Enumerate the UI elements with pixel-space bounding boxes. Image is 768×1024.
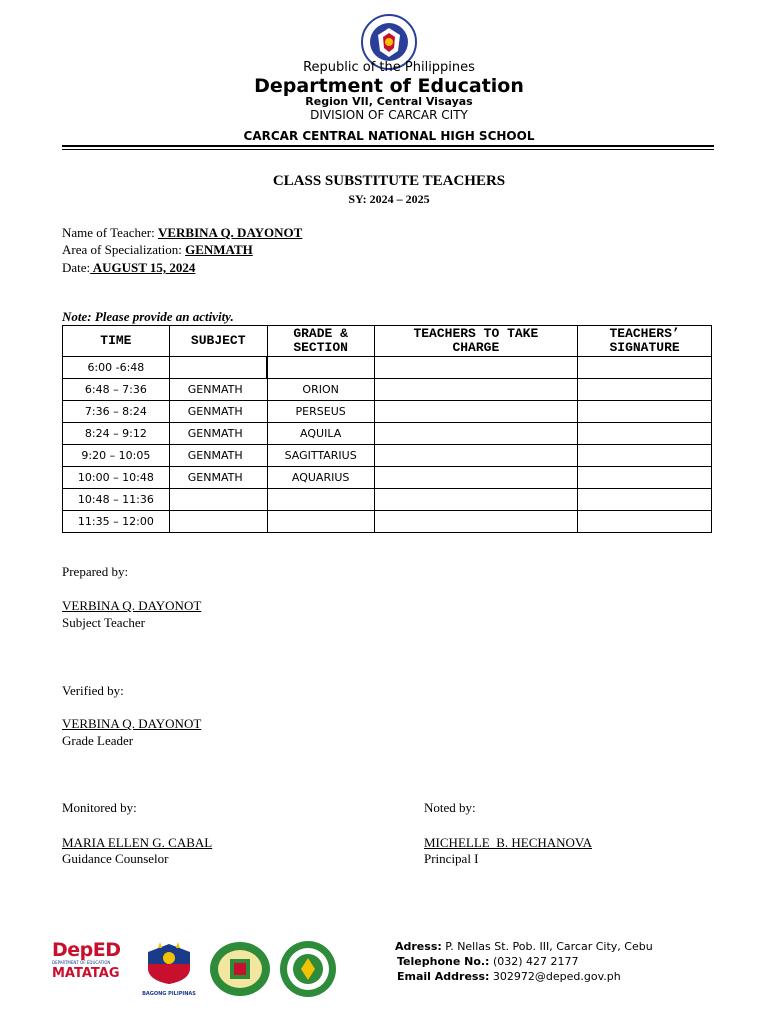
noted-label: Noted by: — [424, 800, 476, 815]
region-line: Region VII, Central Visayas — [305, 95, 473, 108]
deped-matatag-logo — [52, 940, 126, 996]
row-subject — [169, 511, 267, 533]
date-label: Date: — [62, 260, 91, 275]
table-row — [63, 445, 712, 467]
header-teachers — [374, 326, 578, 357]
email-label: Email Address: — [397, 970, 490, 983]
teacher-value: VERBINA Q. DAYONOT — [157, 225, 303, 240]
row-signature-cell[interactable] — [578, 467, 712, 489]
row-section: PERSEUS — [267, 401, 374, 423]
table-row — [63, 357, 712, 379]
date-info — [62, 260, 195, 276]
row-signature-cell[interactable] — [578, 423, 712, 445]
row-section: ORION — [267, 379, 374, 401]
address-label: Adress: — [395, 940, 442, 953]
row-teacher-cell[interactable] — [374, 445, 578, 467]
note-text: Note: Please provide an activity. — [62, 309, 234, 324]
bagong-pilipinas-emblem — [138, 940, 200, 986]
specialization-value: GENMATH — [185, 242, 253, 257]
deped-logo-text: DepED — [52, 939, 121, 961]
row-time: 9:20 – 10:05 — [63, 445, 170, 467]
header-signature-l2: SIGNATURE — [609, 340, 680, 355]
school-seal-1 — [209, 941, 271, 997]
row-section — [267, 357, 374, 379]
division-line: DIVISION OF CARCAR CITY — [310, 108, 468, 122]
monitored-name: MARIA ELLEN G. CABAL — [62, 835, 213, 850]
table-row — [63, 511, 712, 533]
prepared-role: Subject Teacher — [62, 615, 145, 630]
school-seal-2 — [277, 940, 339, 998]
footer-email — [397, 970, 621, 983]
verified-label: Verified by: — [62, 683, 124, 698]
school-name: CARCAR CENTRAL NATIONAL HIGH SCHOOL — [243, 129, 535, 143]
row-section: AQUILA — [267, 423, 374, 445]
specialization-info — [62, 242, 253, 258]
monitored-label: Monitored by: — [62, 800, 137, 815]
row-teacher-cell[interactable] — [374, 423, 578, 445]
row-teacher-cell[interactable] — [374, 467, 578, 489]
row-time: 7:36 – 8:24 — [63, 401, 170, 423]
row-time: 6:48 – 7:36 — [63, 379, 170, 401]
department-title: Department of Education — [254, 75, 524, 97]
header-teachers-l1: TEACHERS TO TAKE — [413, 326, 539, 341]
row-signature-cell[interactable] — [578, 511, 712, 533]
specialization-label: Area of Specialization: — [62, 242, 182, 257]
row-teacher-cell[interactable] — [374, 489, 578, 511]
page-title: CLASS SUBSTITUTE TEACHERS — [272, 173, 506, 189]
row-time: 6:00 -6:48 — [63, 357, 170, 379]
republic-line: Republic of the Philippines — [303, 60, 475, 75]
date-value: AUGUST 15, 2024 — [90, 260, 196, 275]
row-teacher-cell[interactable] — [374, 511, 578, 533]
noted-name: MICHELLE B. HECHANOVA — [424, 835, 593, 850]
header-signature-l1: TEACHERS’ — [609, 326, 680, 341]
teacher-label: Name of Teacher: — [62, 225, 155, 240]
header-subject: SUBJECT — [169, 326, 267, 357]
row-subject: GENMATH — [169, 379, 267, 401]
row-signature-cell[interactable] — [578, 357, 712, 379]
row-subject: GENMATH — [169, 401, 267, 423]
row-time: 8:24 – 9:12 — [63, 423, 170, 445]
row-signature-cell[interactable] — [578, 489, 712, 511]
phone-value: (032) 427 2177 — [489, 955, 579, 968]
phone-label: Telephone No.: — [397, 955, 490, 968]
matatag-text: MATATAG — [52, 966, 120, 981]
row-section: SAGITTARIUS — [267, 445, 374, 467]
row-subject: GENMATH — [169, 445, 267, 467]
row-subject — [169, 357, 267, 379]
row-teacher-cell[interactable] — [374, 379, 578, 401]
email-value: 302972@deped.gov.ph — [489, 970, 621, 983]
row-subject: GENMATH — [169, 467, 267, 489]
table-row — [63, 467, 712, 489]
footer-phone — [397, 955, 579, 968]
verified-role: Grade Leader — [62, 733, 134, 748]
header-grade-l1: GRADE & — [293, 326, 348, 341]
deped-sub-text: DEPARTMENT OF EDUCATION — [52, 960, 111, 965]
bagong-text: BAGONG PILIPINAS — [142, 991, 196, 997]
row-signature-cell[interactable] — [578, 379, 712, 401]
header-signature — [578, 326, 712, 357]
table-header-row — [63, 326, 712, 357]
row-section — [267, 511, 374, 533]
prepared-name: VERBINA Q. DAYONOT — [62, 598, 202, 613]
schedule-table — [62, 325, 712, 533]
header-grade-l2: SECTION — [293, 340, 348, 355]
bagong-pilipinas-logo — [138, 940, 200, 996]
header-grade-section — [267, 326, 374, 357]
header-divider — [62, 145, 714, 150]
school-year: SY: 2024 – 2025 — [348, 192, 430, 206]
row-teacher-cell[interactable] — [374, 401, 578, 423]
header-teachers-l2: CHARGE — [452, 340, 500, 355]
row-time: 10:48 – 11:36 — [63, 489, 170, 511]
row-signature-cell[interactable] — [578, 445, 712, 467]
monitored-role: Guidance Counselor — [62, 851, 169, 866]
row-time: 11:35 – 12:00 — [63, 511, 170, 533]
row-subject: GENMATH — [169, 423, 267, 445]
prepared-label: Prepared by: — [62, 564, 129, 579]
table-row — [63, 489, 712, 511]
row-section — [267, 489, 374, 511]
table-row — [63, 401, 712, 423]
row-signature-cell[interactable] — [578, 401, 712, 423]
table-row — [63, 423, 712, 445]
footer-address — [395, 940, 653, 953]
row-subject — [169, 489, 267, 511]
table-row — [63, 379, 712, 401]
row-teacher-cell[interactable] — [374, 357, 578, 379]
header-time: TIME — [63, 326, 170, 357]
row-section: AQUARIUS — [267, 467, 374, 489]
noted-role: Principal I — [424, 851, 479, 866]
row-time: 10:00 – 10:48 — [63, 467, 170, 489]
address-value: P. Nellas St. Pob. III, Carcar City, Cebu — [441, 940, 653, 953]
verified-name: VERBINA Q. DAYONOT — [62, 716, 202, 731]
teacher-info — [62, 225, 302, 241]
